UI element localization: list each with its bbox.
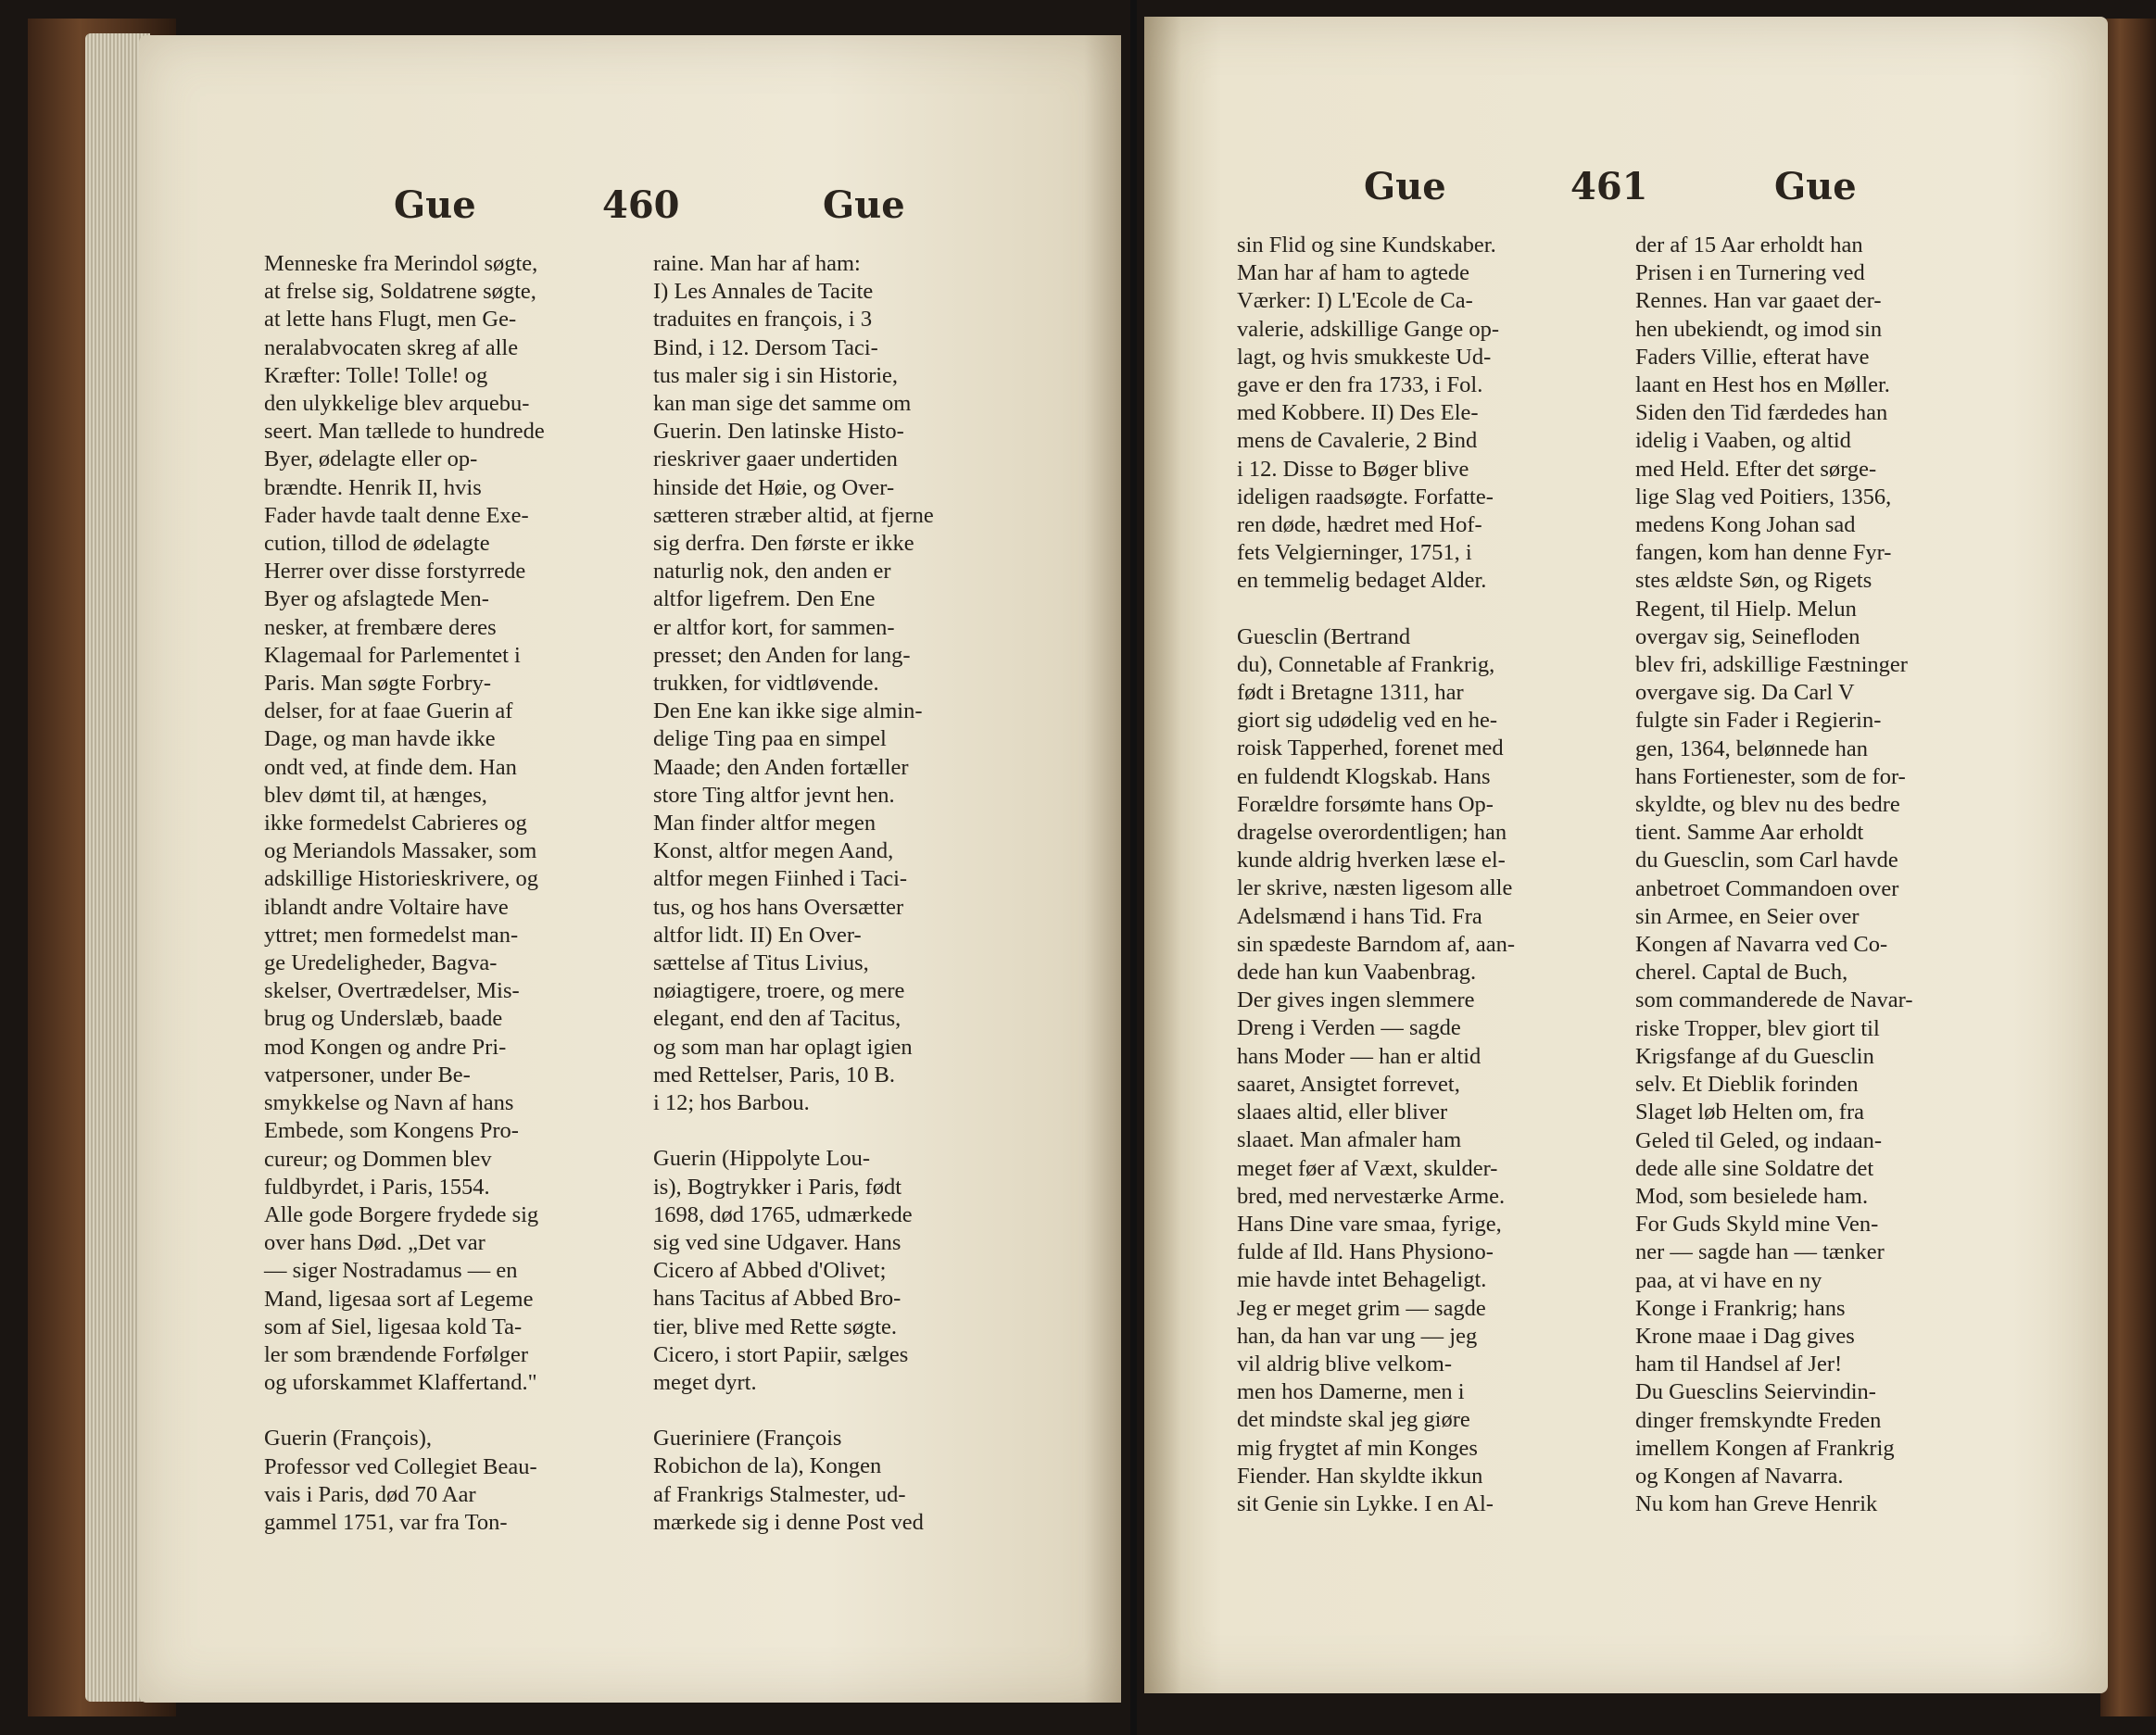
text-line: slaaet. Man afmaler ham — [1237, 1127, 1462, 1153]
text-line: medens Kong Johan sad — [1635, 512, 1856, 538]
text-line: saaret, Ansigtet forrevet, — [1237, 1071, 1460, 1097]
text-line: Prisen i en Turnering ved — [1635, 260, 1865, 286]
text-line: altfor megen Fiinhed i Taci- — [653, 866, 908, 892]
text-line: Hans Dine vare smaa, fyrige, — [1237, 1211, 1502, 1237]
header-right-word: Gue — [823, 183, 905, 227]
text-line: brændte. Henrik II, hvis — [264, 474, 482, 500]
text-line: som commanderede de Navar- — [1635, 987, 1913, 1013]
text-line: Dage, og man havde ikke — [264, 726, 496, 752]
text-line: ge Uredeligheder, Bagva- — [264, 950, 498, 976]
text-line: skelser, Overtrædelser, Mis- — [264, 978, 520, 1004]
text-line: hinside det Høie, og Over- — [653, 474, 895, 500]
text-line: sig derfra. Den første er ikke — [653, 531, 914, 557]
text-line: Guerin. Den latinske Histo- — [653, 419, 904, 445]
text-line: ner — sagde han — tænker — [1635, 1239, 1885, 1265]
text-line: raine. Man har af ham: — [653, 251, 861, 276]
header-right-word: Gue — [1774, 165, 1857, 208]
text-column-2 — [1635, 232, 2015, 1518]
text-line: hans Moder — han er altid — [1237, 1043, 1481, 1069]
text-line: sin Flid og sine Kundskaber. — [1237, 233, 1496, 258]
page-header-461 — [1144, 165, 2108, 220]
text-line: ren døde, hædret med Hof- — [1237, 512, 1482, 538]
text-line: Menneske fra Merindol søgte, — [264, 251, 538, 276]
text-line: Dreng i Verden — sagde — [1237, 1015, 1461, 1041]
text-line: en fuldendt Klogskab. Hans — [1237, 763, 1491, 789]
text-column-1 — [1237, 232, 1608, 1518]
text-line: dede han kun Vaabenbrag. — [1237, 960, 1477, 986]
text-line: han, da han var ung — jeg — [1237, 1323, 1478, 1349]
text-line: neralabvocaten skreg af alle — [264, 334, 519, 360]
text-line: mod Kongen og andre Pri- — [264, 1034, 507, 1060]
page-number: 461 — [1570, 165, 1648, 208]
text-line: Kongen af Navarra ved Co- — [1635, 932, 1888, 958]
text-line: overgave sig. Da Carl V — [1635, 680, 1855, 706]
page-461 — [1144, 17, 2108, 1693]
text-line: Værker: I) L'Ecole de Ca- — [1237, 288, 1473, 314]
text-line: imellem Kongen af Frankrig — [1635, 1435, 1895, 1461]
text-line: Nu kom han Greve Henrik — [1635, 1491, 1878, 1517]
text-line: tus, og hos hans Oversætter — [653, 894, 904, 920]
text-line: født i Bretagne 1311, har — [1237, 680, 1464, 706]
paragraph-gap — [1237, 596, 1608, 623]
text-line: Der gives ingen slemmere — [1237, 987, 1475, 1013]
text-line: nøiagtigere, troere, og mere — [653, 978, 905, 1004]
text-line: fangen, kom han denne Fyr- — [1635, 540, 1892, 566]
text-line: selv. Et Dieblik forinden — [1635, 1072, 1859, 1098]
text-line: Professor ved Collegiet Beau- — [264, 1453, 537, 1479]
text-line: lige Slag ved Poitiers, 1356, — [1635, 484, 1892, 509]
text-line: Bind, i 12. Dersom Taci- — [653, 334, 878, 360]
text-line: idelig i Vaaben, og altid — [1635, 428, 1851, 454]
text-line: vatpersoner, under Be- — [264, 1062, 471, 1088]
text-line: cution, tillod de ødelagte — [264, 531, 490, 557]
text-line: Fiender. Han skyldte ikkun — [1237, 1463, 1483, 1489]
text-line: Jeg er meget grim — sagde — [1237, 1295, 1486, 1321]
text-line: hans Tacitus af Abbed Bro- — [653, 1286, 901, 1312]
text-line: Krone maae i Dag gives — [1635, 1323, 1855, 1349]
text-line: delige Ting paa en simpel — [653, 726, 887, 752]
text-line: Byer og afslagtede Men- — [264, 586, 489, 612]
text-line: seert. Man tællede to hundrede — [264, 419, 545, 445]
text-line: Klagemaal for Parlementet i — [264, 642, 521, 668]
gutter-shadow — [1144, 17, 1181, 1693]
text-line: og Meriandols Massaker, som — [264, 838, 537, 864]
text-line: overgav sig, Seinefloden — [1635, 623, 1860, 649]
text-line: er altfor kort, for sammen- — [653, 614, 895, 640]
text-line: altfor lidt. II) En Over- — [653, 922, 862, 948]
text-line: store Ting altfor jevnt hen. — [653, 782, 895, 808]
text-line: og uforskammet Klaffertand." — [264, 1370, 537, 1396]
text-line: Faders Villie, efterat have — [1635, 344, 1870, 370]
page-header-460 — [139, 183, 1121, 239]
text-line: rieskriver gaaer undertiden — [653, 446, 898, 472]
text-line: fulgte sin Fader i Regierin- — [1635, 708, 1882, 734]
text-line: trukken, for vidtløvende. — [653, 671, 879, 697]
text-line: den ulykkelige blev arquebu- — [264, 391, 530, 417]
text-line: Fader havde taalt denne Exe- — [264, 502, 529, 528]
text-line: det mindste skal jeg giøre — [1237, 1407, 1470, 1433]
text-line: vil aldrig blive velkom- — [1237, 1351, 1453, 1377]
text-line: paa, at vi have en ny — [1635, 1267, 1822, 1293]
text-line: fets Velgierninger, 1751, i — [1237, 540, 1472, 566]
text-line: at frelse sig, Soldatrene søgte, — [264, 279, 536, 305]
text-line: meget føer af Væxt, skulder- — [1237, 1155, 1498, 1181]
paragraph-gap — [264, 1397, 621, 1425]
text-line: traduites en françois, i 3 — [653, 307, 873, 333]
text-line: du Guesclin, som Carl havde — [1635, 848, 1898, 874]
paragraph-gap — [653, 1397, 1024, 1425]
text-line: mie havde intet Behageligt. — [1237, 1267, 1487, 1293]
text-line: gen, 1364, belønnede han — [1635, 735, 1869, 761]
text-line: naturlig nok, den anden er — [653, 559, 891, 585]
text-line: adskillige Historieskrivere, og — [264, 866, 538, 892]
text-line: I) Les Annales de Tacite — [653, 279, 874, 305]
text-line: ikke formedelst Cabrieres og — [264, 811, 527, 836]
text-line: valerie, adskillige Gange op- — [1237, 316, 1500, 342]
text-line: sin spædeste Barndom af, aan- — [1237, 931, 1516, 957]
text-line: meget dyrt. — [653, 1369, 757, 1395]
text-line: en temmelig bedaget Alder. — [1237, 568, 1487, 594]
text-line: Siden den Tid færdedes han — [1635, 400, 1888, 426]
text-line: Slaget løb Helten om, fra — [1635, 1100, 1864, 1125]
text-line: is), Bogtrykker i Paris, født — [653, 1174, 902, 1200]
text-line: der af 15 Aar erholdt han — [1635, 233, 1863, 258]
text-line: af Frankrigs Stalmester, ud- — [653, 1481, 906, 1507]
text-line: laant en Hest hos en Møller. — [1635, 372, 1890, 398]
text-line: ideligen raadsøgte. Forfatte- — [1237, 484, 1494, 509]
text-line: Herrer over disse forstyrrede — [264, 559, 526, 585]
text-line: elegant, end den af Tacitus, — [653, 1006, 901, 1032]
text-line: vais i Paris, død 70 Aar — [264, 1481, 476, 1507]
text-line: Cicero, i stort Papiir, sælges — [653, 1341, 909, 1367]
text-line: sin Armee, en Seier over — [1635, 903, 1860, 929]
text-line: 1698, død 1765, udmærkede — [653, 1201, 913, 1227]
text-line: Forældre forsømte hans Op- — [1237, 791, 1494, 817]
text-column-2 — [653, 250, 1024, 1537]
text-line: med Rettelser, Paris, 10 B. — [653, 1062, 895, 1088]
text-line: sætteren stræber altid, at fjerne — [653, 502, 934, 528]
text-line: altfor ligefrem. Den Ene — [653, 586, 876, 612]
text-line: anbetroet Commandoen over — [1635, 875, 1899, 901]
text-column-1 — [264, 250, 621, 1537]
text-line: blev fri, adskillige Fæstninger — [1635, 652, 1908, 678]
text-line: Adelsmænd i hans Tid. Fra — [1237, 903, 1482, 929]
text-line: fulde af Ild. Hans Physiono- — [1237, 1239, 1494, 1265]
text-line: Robichon de la), Kongen — [653, 1453, 882, 1479]
text-line: Guerin (Hippolyte Lou- — [653, 1146, 871, 1172]
text-line: som af Siel, ligesaa kold Ta- — [264, 1314, 523, 1339]
text-line: Du Guesclins Seiervindin- — [1635, 1379, 1876, 1405]
text-line: sættelse af Titus Livius, — [653, 950, 869, 976]
text-line: fuldbyrdet, i Paris, 1554. — [264, 1174, 490, 1200]
text-line: med Held. Efter det sørge- — [1635, 456, 1877, 482]
text-line: med Kobbere. II) Des Ele- — [1237, 400, 1479, 426]
text-line: nesker, at frembære deres — [264, 614, 497, 640]
text-line: Guesclin (Bertrand — [1237, 623, 1411, 649]
text-line: brug og Underslæb, baade — [264, 1006, 503, 1032]
text-line: tus maler sig i sin Historie, — [653, 362, 899, 388]
text-line: gave er den fra 1733, i Fol. — [1237, 372, 1483, 398]
text-line: lagt, og hvis smukkeste Ud- — [1237, 344, 1492, 370]
text-line: at lette hans Flugt, men Ge- — [264, 307, 517, 333]
book-cover-right — [2100, 19, 2156, 1716]
text-line: roisk Tapperhed, forenet med — [1237, 735, 1504, 761]
text-line: dede alle sine Soldatre det — [1635, 1155, 1874, 1181]
text-line: Guerin (François), — [264, 1426, 432, 1452]
page-460 — [139, 35, 1121, 1703]
text-line: yttret; men formedelst man- — [264, 922, 519, 948]
text-line: i 12. Disse to Bøger blive — [1237, 456, 1469, 482]
header-left-word: Gue — [394, 183, 476, 227]
text-line: over hans Død. „Det var — [264, 1230, 485, 1256]
page-number: 460 — [602, 183, 680, 227]
text-line: dragelse overordentligen; han — [1237, 820, 1507, 846]
text-line: For Guds Skyld mine Ven- — [1635, 1212, 1879, 1238]
text-line: mens de Cavalerie, 2 Bind — [1237, 428, 1478, 454]
text-line: Konge i Frankrig; hans — [1635, 1295, 1846, 1321]
text-line: skyldte, og blev nu des bedre — [1635, 792, 1900, 818]
paragraph-gap — [653, 1117, 1024, 1145]
text-line: i 12; hos Barbou. — [653, 1090, 810, 1116]
text-line: mærkede sig i denne Post ved — [653, 1509, 924, 1535]
text-line: ler skrive, næsten ligesom alle — [1237, 875, 1513, 901]
text-line: mig frygtet af min Konges — [1237, 1435, 1478, 1461]
text-line: Paris. Man søgte Forbry- — [264, 671, 491, 697]
text-line: cherel. Captal de Buch, — [1635, 960, 1848, 986]
text-line: Cicero af Abbed d'Olivet; — [653, 1258, 887, 1284]
text-line: hen ubekiendt, og imod sin — [1635, 316, 1883, 342]
text-line: slaaes altid, eller bliver — [1237, 1100, 1448, 1125]
text-line: Man har af ham to agtede — [1237, 260, 1470, 286]
text-line: cureur; og Dommen blev — [264, 1146, 492, 1172]
text-line: og Kongen af Navarra. — [1635, 1463, 1844, 1489]
text-line: blev dømt til, at hænges, — [264, 782, 487, 808]
text-line: gammel 1751, var fra Ton- — [264, 1509, 508, 1535]
text-line: Embede, som Kongens Pro- — [264, 1118, 519, 1144]
text-line: Gueriniere (François — [653, 1426, 842, 1452]
text-line: ondt ved, at finde dem. Han — [264, 754, 517, 780]
text-line: giort sig udødelig ved en he- — [1237, 708, 1498, 734]
text-line: kunde aldrig hverken læse el- — [1237, 848, 1506, 874]
text-line: Mod, som besielede ham. — [1635, 1183, 1869, 1209]
text-line: kan man sige det samme om — [653, 391, 912, 417]
header-left-word: Gue — [1364, 165, 1446, 208]
right-page-photo — [1137, 0, 2156, 1735]
text-line: riske Tropper, blev giort til — [1635, 1015, 1880, 1041]
text-line: dinger fremskyndte Freden — [1635, 1407, 1882, 1433]
text-line: tient. Samme Aar erholdt — [1635, 820, 1864, 846]
text-line: Regent, til Hielp. Melun — [1635, 596, 1857, 622]
text-line: stes ældste Søn, og Rigets — [1635, 568, 1872, 594]
text-line: delser, for at faae Guerin af — [264, 698, 513, 724]
text-line: Byer, ødelagte eller op- — [264, 446, 478, 472]
text-line: Man finder altfor megen — [653, 811, 876, 836]
text-line: Rennes. Han var gaaet der- — [1635, 288, 1882, 314]
text-line: Den Ene kan ikke sige almin- — [653, 698, 923, 724]
text-line: Kræfter: Tolle! Tolle! og — [264, 362, 488, 388]
text-line: Krigsfange af du Guesclin — [1635, 1043, 1874, 1069]
text-line: Maade; den Anden fortæller — [653, 754, 909, 780]
text-line: sit Genie sin Lykke. I en Al- — [1237, 1490, 1494, 1516]
text-line: men hos Damerne, men i — [1237, 1379, 1465, 1405]
text-line: iblandt andre Voltaire have — [264, 894, 509, 920]
text-line: Geled til Geled, og indaan- — [1635, 1127, 1883, 1153]
text-line: Alle gode Borgere frydede sig — [264, 1201, 539, 1227]
text-line: tier, blive med Rette søgte. — [653, 1314, 898, 1339]
text-line: du), Connetable af Frankrig, — [1237, 651, 1495, 677]
text-line: presset; den Anden for lang- — [653, 642, 911, 668]
text-line: Konst, altfor megen Aand, — [653, 838, 894, 864]
text-line: bred, med nervestærke Arme. — [1237, 1183, 1506, 1209]
text-line: og som man har oplagt igien — [653, 1034, 913, 1060]
gutter-shadow — [1084, 35, 1121, 1703]
text-line: ler som brændende Forfølger — [264, 1341, 529, 1367]
text-line: ham til Handsel af Jer! — [1635, 1352, 1843, 1377]
text-line: Mand, ligesaa sort af Legeme — [264, 1286, 534, 1312]
text-line: hans Fortienester, som de for- — [1635, 763, 1906, 789]
text-line: sig ved sine Udgaver. Hans — [653, 1229, 901, 1255]
text-line: — siger Nostradamus — en — [264, 1258, 518, 1284]
text-line: smykkelse og Navn af hans — [264, 1090, 514, 1116]
